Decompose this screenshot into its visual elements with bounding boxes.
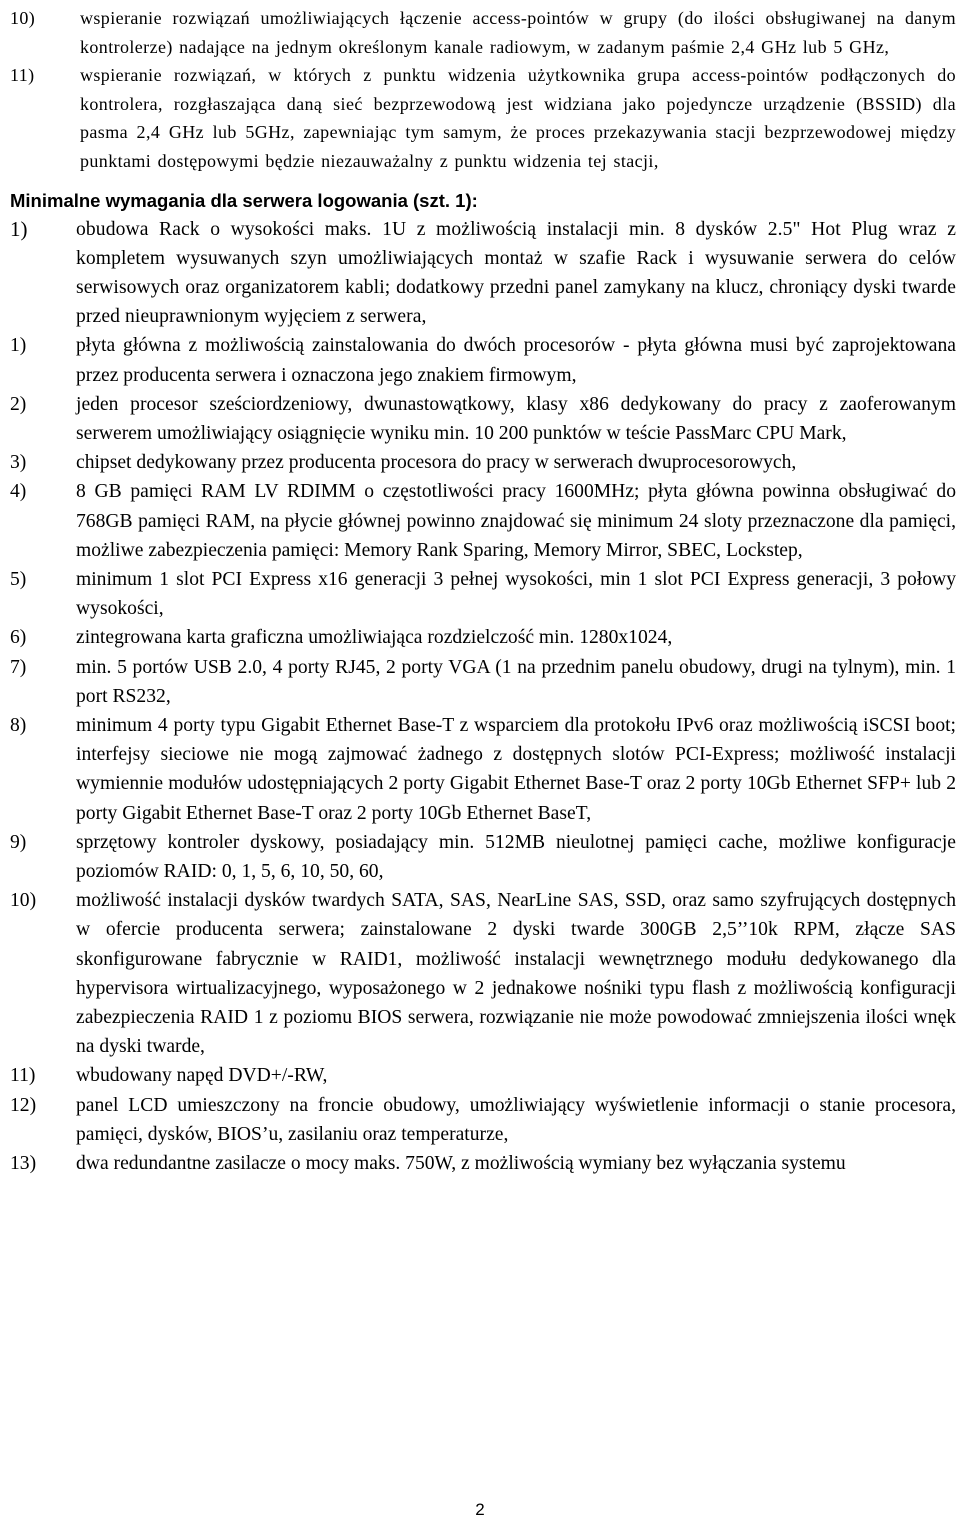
list-item-text: jeden procesor sześciordzeniowy, dwunastowątkowy, klasy x86 dedykowany do pracy z zaoferowanym serwerem umożliwiający osiągnięcie wyniku min. 10 200 punktów w teście PassMarc CPU Mark, bbox=[76, 393, 956, 444]
list-item-number: 13) bbox=[10, 1153, 37, 1175]
list-item-text: obudowa Rack o wysokości maks. 1U z możliwością instalacji min. 8 dysków 2.5" Hot Plug wraz z kompletem wysuwanych szyn umożliwiających montaż w szafie Rack i wysuwanie serwera do celów serwisowych oraz organizatorem kabli; dodatkowy przedni panel zamykany na klucz, chroniący dyski twarde przed nieuprawnionym wyjęciem z serwera, bbox=[76, 218, 956, 328]
section-heading: Minimalne wymagania dla serwera logowania (szt. 1): bbox=[10, 189, 478, 211]
list-item bbox=[10, 711, 956, 828]
server-requirements-list bbox=[10, 215, 956, 1179]
list-item bbox=[10, 448, 956, 477]
list-item-number: 1) bbox=[10, 216, 28, 241]
list-item-number: 3) bbox=[10, 452, 27, 474]
list-item-number: 11) bbox=[10, 65, 35, 86]
list-item bbox=[10, 390, 956, 448]
list-item bbox=[10, 1149, 956, 1178]
list-item-number: 11) bbox=[10, 1065, 36, 1087]
document-page bbox=[10, 0, 956, 1178]
list-item-number: 12) bbox=[10, 1094, 37, 1116]
list-item-number: 1) bbox=[10, 335, 27, 357]
list-item-number: 8) bbox=[10, 715, 27, 737]
list-item bbox=[10, 1061, 956, 1090]
list-item-number: 6) bbox=[10, 627, 27, 649]
list-item-text: panel LCD umieszczony na froncie obudowy, umożliwiający wyświetlenie informacji o stanie procesora, pamięci, dysków, BIOS’u, zasilaniu oraz temperaturze, bbox=[76, 1094, 956, 1145]
wireless-requirements-list bbox=[10, 4, 956, 176]
list-item-text: chipset dedykowany przez producenta procesora do pracy w serwerach dwuprocesorowych, bbox=[76, 452, 797, 474]
list-item bbox=[10, 653, 956, 711]
list-item-text: wbudowany napęd DVD+/-RW, bbox=[76, 1065, 328, 1087]
list-item bbox=[10, 828, 956, 886]
list-item-text: sprzętowy kontroler dyskowy, posiadający min. 512MB nieulotnej pamięci cache, możliwe konfiguracje poziomów RAID: 0, 1, 5, 6, 10, 50, 60, bbox=[76, 831, 956, 883]
list-item bbox=[10, 61, 956, 175]
list-item-text: min. 5 portów USB 2.0, 4 porty RJ45, 2 porty VGA (1 na przednim panelu obudowy, drugi na tylnym), min. 1 port RS232, bbox=[76, 656, 956, 707]
list-item-number: 9) bbox=[10, 831, 27, 853]
list-item-text: zintegrowana karta graficzna umożliwiająca rozdzielczość min. 1280x1024, bbox=[76, 627, 673, 649]
list-item bbox=[10, 215, 956, 332]
list-item-number: 2) bbox=[10, 393, 27, 415]
list-item bbox=[10, 331, 956, 389]
list-item-number: 10) bbox=[10, 890, 37, 912]
list-item bbox=[10, 565, 956, 623]
list-item bbox=[10, 1091, 956, 1149]
list-item bbox=[10, 477, 956, 565]
list-item-text: możliwość instalacji dysków twardych SATA, SAS, NearLine SAS, SSD, oraz samo szyfrujących dostępnych w ofercie producenta serwera; zainstalowane 2 dyski twarde 300GB 2,5’’10k RPM, złącze SAS skonfigurowane fabrycznie w RAID1, możliwość instalacji wewnętrznego modułu dedykowanego dla hypervisora wirtualizacyjnego, wyposażonego w 2 jednakowe nośniki typu flash z możliwością konfiguracji zabezpieczenia RAID 1 z poziomu BIOS serwera, rozwiązanie nie może powodować zmniejszenia ilości wnęk na dyski twarde, bbox=[76, 890, 956, 1058]
list-item-number: 4) bbox=[10, 481, 27, 503]
list-item-text: minimum 1 slot PCI Express x16 generacji 3 pełnej wysokości, min 1 slot PCI Express generacji, 3 połowy wysokości, bbox=[76, 569, 956, 620]
list-item-text: 8 GB pamięci RAM LV RDIMM o częstotliwości pracy 1600MHz; płyta główna powinna obsługiwać do 768GB pamięci RAM, na płycie głównej powinno znajdować się minimum 24 sloty przeznaczone dla pamięci, możliwe zabezpieczenia pamięci: Memory Rank Sparing, Memory Mirror, SBEC, Lockstep, bbox=[76, 481, 956, 561]
list-item-text: minimum 4 porty typu Gigabit Ethernet Base-T z wsparciem dla protokołu IPv6 oraz możliwością iSCSI boot; interfejsy sieciowe nie mogą zajmować żadnego z dostępnych slotów PCI-Express; możliwość instalacji wymiennie modułów udostępniających 2 porty Gigabit Ethernet Base-T oraz 2 porty 10Gb Ethernet SFP+ lub 2 porty Gigabit Ethernet Base-T oraz 2 porty 10Gb Ethernet BaseT, bbox=[76, 715, 956, 824]
list-item bbox=[10, 623, 956, 652]
list-item-number: 7) bbox=[10, 656, 27, 678]
list-item-number: 5) bbox=[10, 569, 27, 590]
list-item bbox=[10, 4, 956, 61]
list-item-text: dwa redundantne zasilacze o mocy maks. 750W, z możliwością wymiany bez wyłączania systemu bbox=[76, 1153, 846, 1175]
list-item-number: 10) bbox=[10, 8, 36, 28]
list-item-text: płyta główna z możliwością zainstalowania do dwóch procesorów - płyta główna musi być zaprojektowana przez producenta serwera i oznaczona jego znakiem firmowym, bbox=[76, 335, 956, 386]
list-item-text: wspieranie rozwiązań umożliwiających łączenie access-pointów w grupy (do ilości obsługiwanej na danym kontrolerze) nadające na jednym określonym kanale radiowym, w zadanym paśmie 2,4 GHz lub 5 GHz, bbox=[80, 8, 956, 57]
page-number: 2 bbox=[475, 1500, 485, 1519]
list-item bbox=[10, 886, 956, 1061]
list-item-text: wspieranie rozwiązań, w których z punktu widzenia użytkownika grupa access-pointów podłączonych do kontrolera, rozgłaszająca daną sieć bezprzewodową jest widziana jako pojedyncze urządzenie (BSSID) dla pasma 2,4 GHz lub 5GHz, zapewniając tym samym, że proces przekazywania stacji bezprzewodowej między punktami dostępowymi będzie niezauważalny z punktu widzenia tej stacji, bbox=[80, 65, 956, 171]
